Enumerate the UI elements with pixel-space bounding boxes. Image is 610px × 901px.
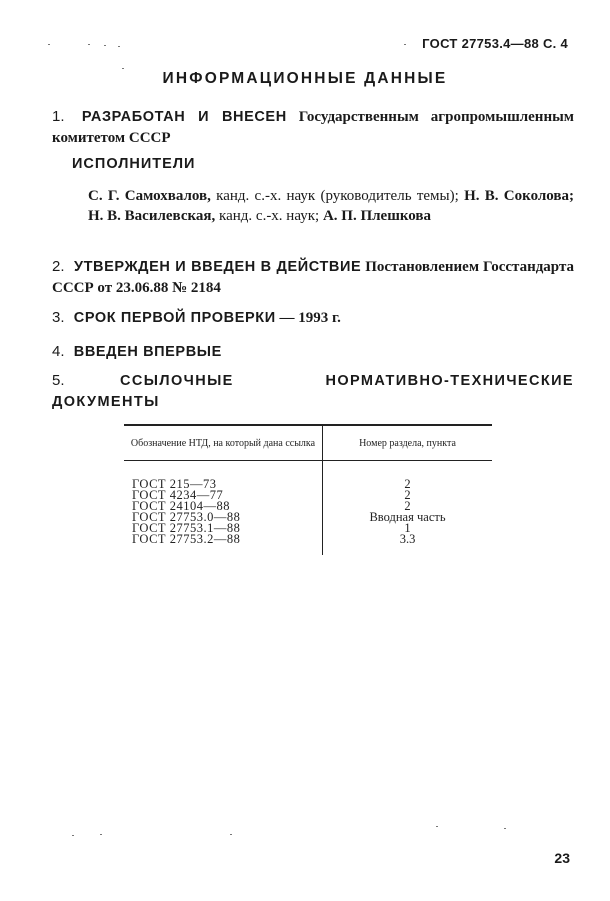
scan-speck bbox=[100, 834, 102, 835]
cell-section: 2 bbox=[404, 488, 411, 502]
table-row bbox=[124, 461, 492, 491]
cell-section: 3.3 bbox=[399, 532, 416, 546]
cell-section: 2 bbox=[404, 499, 411, 513]
page-title: ИНФОРМАЦИОННЫЕ ДАННЫЕ bbox=[162, 70, 448, 87]
page-number: 23 bbox=[554, 850, 570, 866]
item-heading: ВВЕДЕН ВПЕРВЫЕ bbox=[73, 344, 222, 360]
info-item-references bbox=[52, 370, 574, 413]
cell-section: Вводная часть bbox=[369, 510, 446, 524]
cell-section: 1 bbox=[404, 521, 411, 535]
executor-degree: канд. с.-х. наук (руководитель темы); bbox=[216, 188, 459, 204]
executors-list bbox=[88, 186, 574, 226]
references-table bbox=[124, 424, 492, 555]
scan-speck bbox=[48, 44, 50, 45]
executor-degree: канд. с.-х. наук; bbox=[219, 208, 320, 224]
cell-document: ГОСТ 4234—77 bbox=[124, 490, 323, 501]
scan-speck bbox=[104, 45, 106, 46]
cell-document: ГОСТ 27753.1—88 bbox=[124, 523, 323, 534]
scan-speck bbox=[118, 46, 120, 47]
column-header-section: Номер раздела, пункта bbox=[323, 425, 493, 461]
item-text: Постановлением Госстандарта СССР от 23.06.88 № 2184 bbox=[52, 259, 575, 296]
info-item-review-date bbox=[52, 307, 574, 329]
item-heading: УТВЕРЖДЕН И ВВЕДЕН В ДЕЙСТВИЕ bbox=[73, 259, 362, 275]
item-heading: СРОК ПЕРВОЙ ПРОВЕРКИ bbox=[73, 310, 276, 326]
document-header-code: ГОСТ 27753.4—88 С. 4 bbox=[422, 36, 568, 51]
executors-heading: ИСПОЛНИТЕЛИ bbox=[72, 156, 196, 172]
executor-name: А. П. Плешкова bbox=[322, 208, 432, 224]
table-header-row bbox=[124, 425, 492, 461]
cell-document: ГОСТ 27753.2—88 bbox=[124, 534, 323, 555]
item-number: 2. bbox=[52, 258, 65, 275]
info-item-approved bbox=[52, 256, 574, 299]
item-heading: РАЗРАБОТАН И ВНЕСЕН bbox=[81, 109, 287, 125]
cell-document: ГОСТ 24104—88 bbox=[124, 501, 323, 512]
item-heading: ССЫЛОЧНЫЕ НОРМАТИВНО-ТЕХНИЧЕСКИЕ ДОКУМЕНТЫ bbox=[52, 373, 575, 410]
item-number: 5. bbox=[52, 372, 65, 389]
executor-name: С. Г. Самохвалов, bbox=[88, 188, 211, 204]
cell-section: 2 bbox=[404, 477, 411, 491]
column-header-document: Обозначение НТД, на который дана ссылка bbox=[124, 425, 323, 461]
cell-document: ГОСТ 27753.0—88 bbox=[124, 512, 323, 523]
table-row bbox=[124, 534, 492, 555]
item-text: Государственным агропромышленным комитетом СССР bbox=[52, 109, 575, 146]
scan-speck bbox=[72, 835, 74, 836]
item-number: 1. bbox=[52, 108, 65, 125]
scan-speck bbox=[404, 44, 406, 45]
info-item-developed bbox=[52, 106, 574, 149]
cell-document: ГОСТ 215—73 bbox=[124, 461, 323, 491]
scan-speck bbox=[504, 828, 506, 829]
executor-name: Н. В. Соколова; Н. В. Василевская, bbox=[88, 188, 575, 224]
scan-speck bbox=[88, 44, 90, 45]
scan-speck bbox=[122, 68, 124, 69]
scan-speck bbox=[436, 826, 438, 827]
item-text: — 1993 г. bbox=[279, 310, 341, 326]
info-item-introduced bbox=[52, 341, 574, 363]
item-number: 3. bbox=[52, 309, 65, 326]
scan-speck bbox=[230, 834, 232, 835]
item-number: 4. bbox=[52, 343, 65, 360]
